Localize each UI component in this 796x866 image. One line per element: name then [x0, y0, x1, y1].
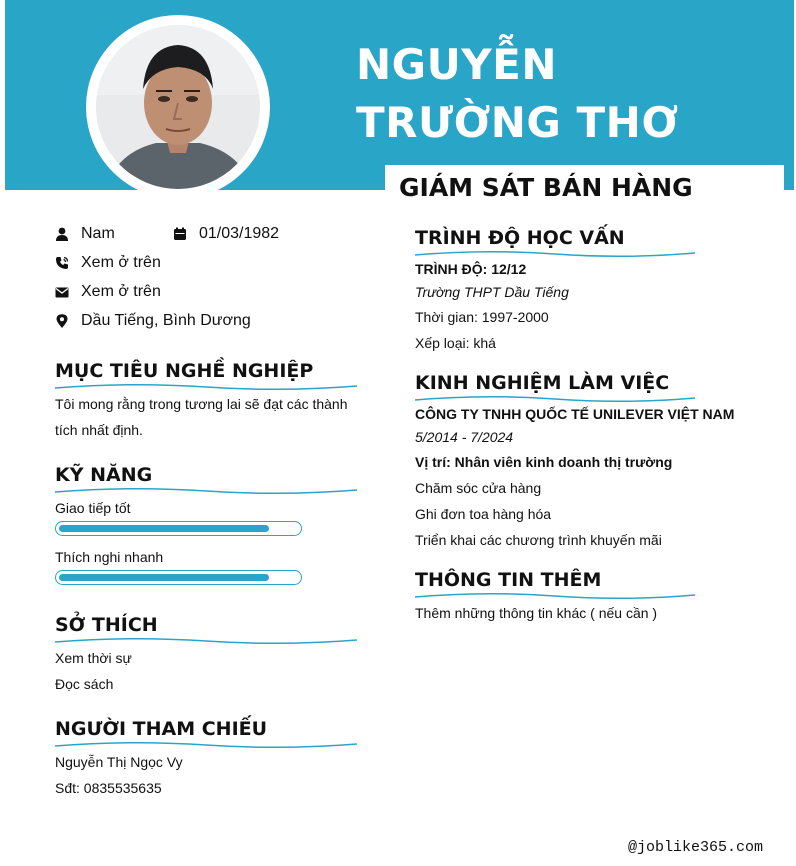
map-pin-icon [55, 313, 69, 329]
skill-bar-fill [59, 525, 269, 532]
watermark: @joblike365.com [627, 839, 763, 856]
reference-phone: Sđt: 0835535635 [55, 780, 162, 796]
skill-name: Giao tiếp tốt [55, 500, 131, 516]
birthdate-value: 01/03/1982 [199, 225, 280, 242]
skills-underline [55, 487, 357, 495]
phone-row [55, 252, 161, 274]
job-position: GIÁM SÁT BÁN HÀNG [399, 173, 693, 202]
education-title: TRÌNH ĐỘ HỌC VẤN [415, 227, 625, 249]
education-underline [415, 250, 695, 258]
skill-bar-fill [59, 574, 269, 581]
phone-value: Xem ở trên [81, 254, 161, 271]
experience-role: Vị trí: Nhân viên kinh doanh thị trường [415, 454, 673, 470]
education-level: TRÌNH ĐỘ: 12/12 [415, 261, 527, 277]
objective-line-2: tích nhất định. [55, 422, 143, 438]
education-school: Trường THPT Dầu Tiếng [415, 284, 569, 300]
address-value: Dầu Tiếng, Bình Dương [81, 312, 251, 329]
reference-name: Nguyễn Thị Ngọc Vy [55, 754, 183, 770]
experience-duty: Ghi đơn toa hàng hóa [415, 506, 552, 522]
gender-value: Nam [81, 225, 115, 242]
hobby-item: Đọc sách [55, 676, 114, 692]
avatar-photo [96, 25, 260, 189]
hobbies-title: SỞ THÍCH [55, 614, 158, 636]
objective-underline [55, 383, 357, 391]
additional-underline [415, 592, 695, 600]
hobby-item: Xem thời sự [55, 650, 132, 666]
references-underline [55, 741, 357, 749]
phone-icon [55, 255, 69, 271]
experience-duty: Triển khai các chương trình khuyến mãi [415, 532, 662, 548]
birthdate-row [173, 223, 279, 245]
email-row [55, 281, 161, 303]
gender-row [55, 223, 115, 245]
experience-period: 5/2014 - 7/2024 [415, 429, 514, 445]
experience-title: KINH NGHIỆM LÀM VIỆC [415, 372, 670, 394]
references-title: NGƯỜI THAM CHIẾU [55, 718, 268, 740]
address-row [55, 310, 251, 332]
objective-title: MỤC TIÊU NGHỀ NGHIỆP [55, 360, 314, 382]
skill-name: Thích nghi nhanh [55, 549, 164, 565]
avatar [96, 25, 260, 189]
calendar-icon [173, 226, 187, 242]
education-grade: Xếp loại: khá [415, 335, 496, 351]
position-box [385, 165, 784, 210]
education-time: Thời gian: 1997-2000 [415, 309, 549, 325]
skill-bar [55, 521, 302, 536]
user-icon [55, 226, 69, 242]
candidate-name: NGUYỄN TRƯỜNG THƠ [356, 40, 679, 147]
additional-title: THÔNG TIN THÊM [415, 569, 602, 591]
experience-company: CÔNG TY TNHH QUỐC TẾ UNILEVER VIỆT NAM [415, 406, 735, 422]
envelope-icon [55, 284, 69, 300]
experience-underline [415, 395, 695, 403]
skill-bar [55, 570, 302, 585]
hobbies-underline [55, 637, 357, 645]
additional-text: Thêm những thông tin khác ( nếu cần ) [415, 605, 658, 621]
experience-duty: Chăm sóc cửa hàng [415, 480, 542, 496]
skills-title: KỸ NĂNG [55, 464, 153, 486]
email-value: Xem ở trên [81, 283, 161, 300]
objective-line-1: Tôi mong rằng trong tương lai sẽ đạt các thành [55, 396, 348, 412]
